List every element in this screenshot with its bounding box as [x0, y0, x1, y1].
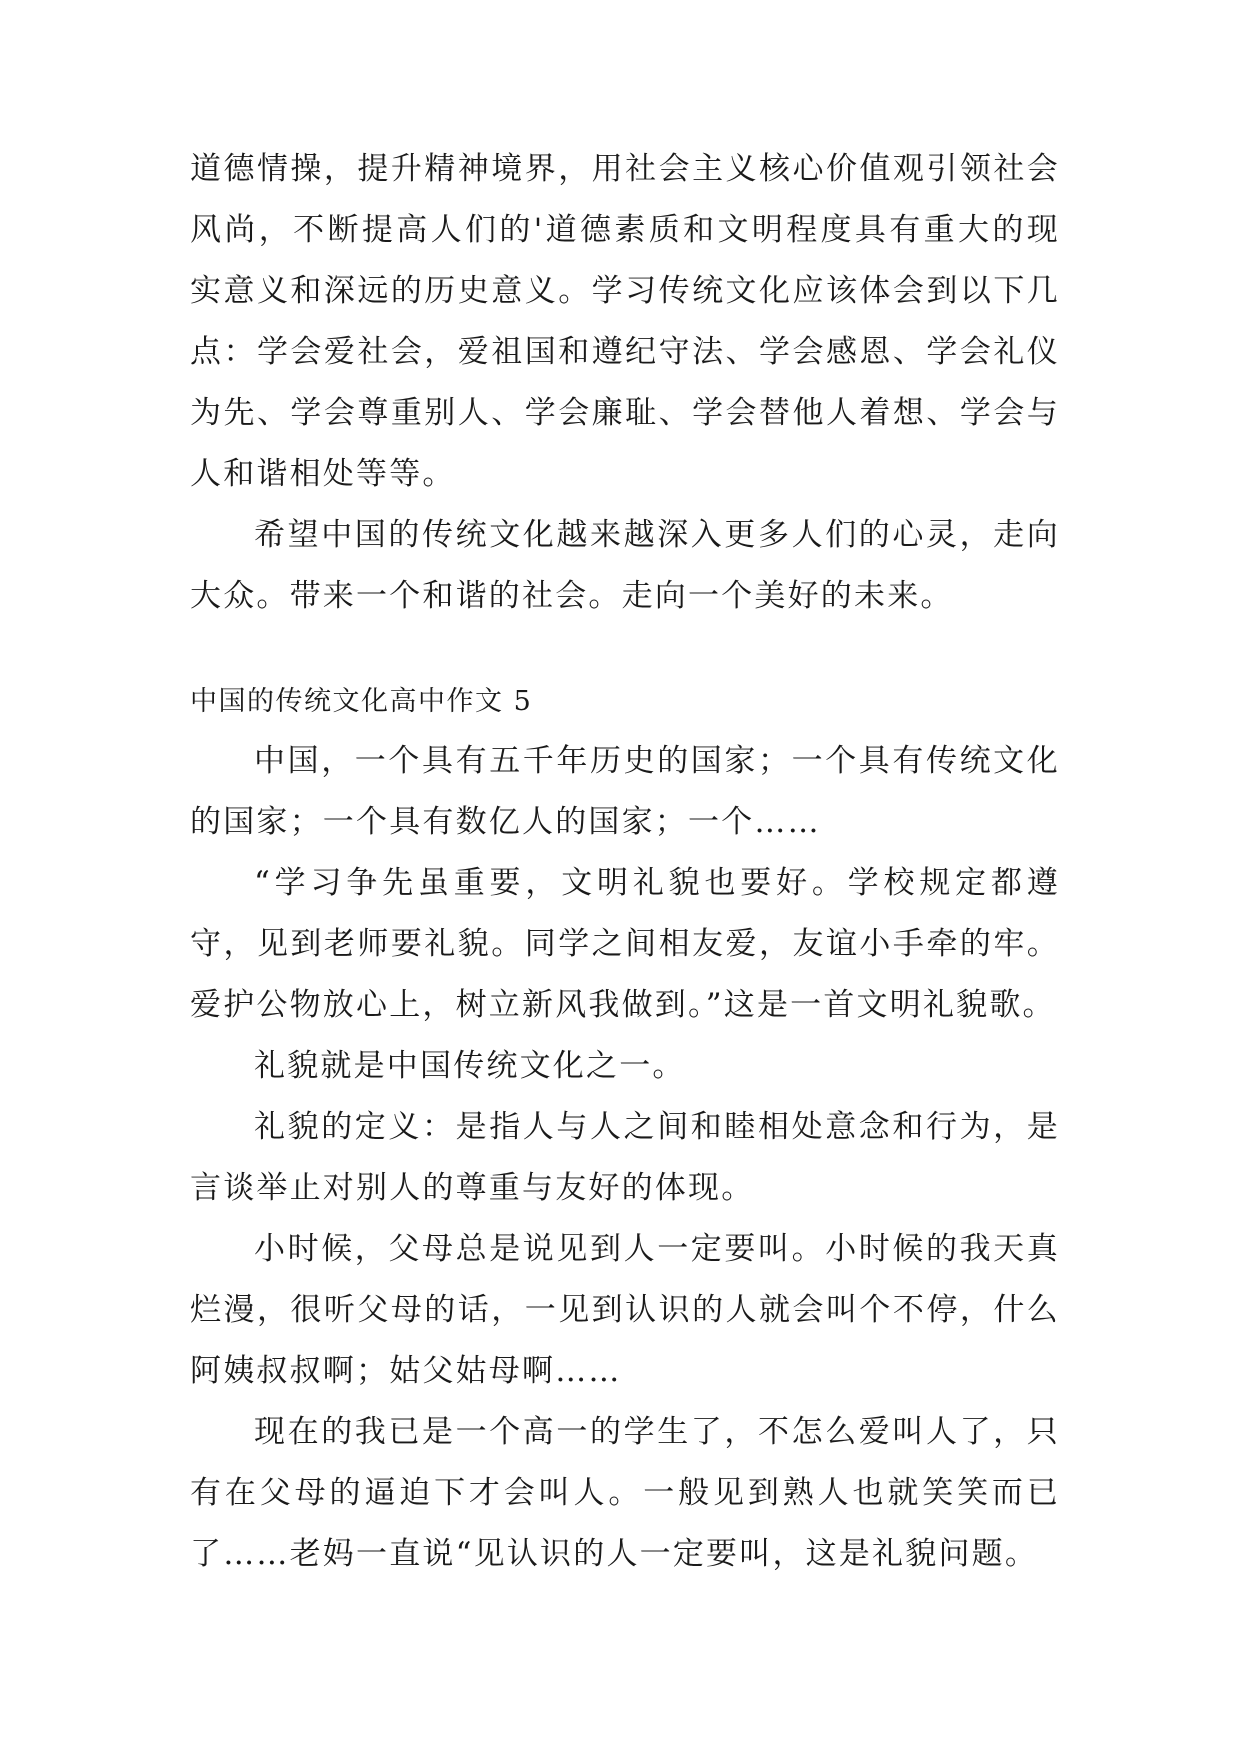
paragraph-hope: 希望中国的传统文化越来越深入更多人们的心灵，走向大众。带来一个和谐的社会。走向一个美好的未来。 [190, 517, 1060, 614]
paragraph-courtesy-tradition: 礼貌就是中国传统文化之一。 [254, 1048, 686, 1084]
body-text-top [190, 139, 1060, 627]
paragraph-courtesy-song: “学习争先虽重要，文明礼貌也要好。学校规定都遵守，见到老师要礼貌。同学之间相友爱，友谊小手牵的牢。爱护公物放心上，树立新风我做到。”这是一首文明礼貌歌。 [190, 865, 1060, 1023]
paragraph-childhood: 小时候，父母总是说见到人一定要叫。小时候的我天真烂漫，很听父母的话，一见到认识的人就会叫个不停，什么阿姨叔叔啊；姑父姑母啊…… [190, 1231, 1060, 1389]
paragraph-courtesy-definition: 礼貌的定义：是指人与人之间和睦相处意念和行为，是言谈举止对别人的尊重与友好的体现。 [190, 1109, 1060, 1206]
paragraph-china-intro: 中国，一个具有五千年历史的国家；一个具有传统文化的国家；一个具有数亿人的国家；一个…… [190, 743, 1060, 840]
section-heading: 中国的传统文化高中作文 5 [190, 686, 533, 717]
paragraph-moral-values: 道德情操，提升精神境界，用社会主义核心价值观引领社会风尚，不断提高人们的'道德素质和文明程度具有重大的现实意义和深远的历史意义。学习传统文化应该体会到以下几点：学会爱社会，爱祖国和遵纪守法、学会感恩、学会礼仪为先、学会尊重别人、学会廉耻、学会替他人着想、学会与人和谐相处等等。 [190, 151, 1060, 492]
body-text-essay-5 [190, 731, 1060, 1585]
paragraph-now: 现在的我已是一个高一的学生了，不怎么爱叫人了，只有在父母的逼迫下才会叫人。一般见到熟人也就笑笑而已了……老妈一直说“见认识的人一定要叫，这是礼貌问题。 [190, 1414, 1060, 1572]
